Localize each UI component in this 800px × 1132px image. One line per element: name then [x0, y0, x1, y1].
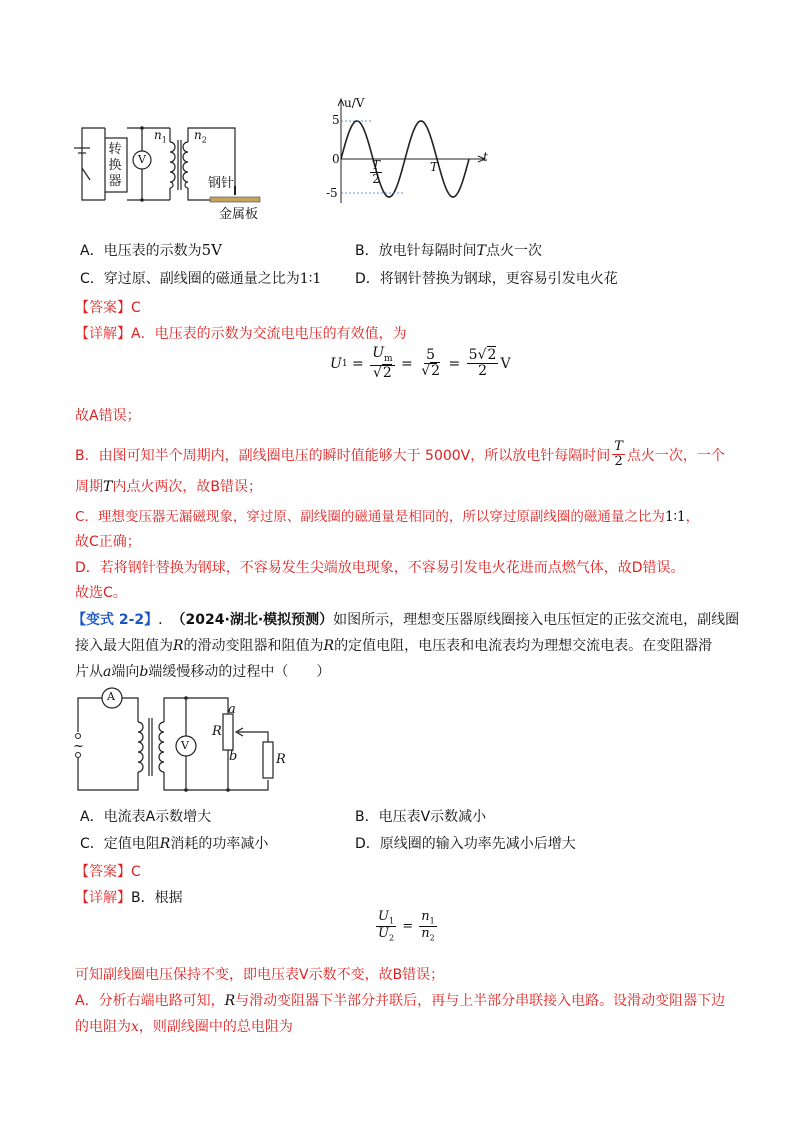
q1-a-wrong: 故A错误； — [75, 408, 141, 424]
q2-stem-line2: 接入最大阻值为R的滑动变阻器和阻值为R的定值电阻，电压表和电流表均为理想交流电表。在变阻器滑 — [75, 638, 713, 654]
x-tick-period: T — [430, 160, 439, 174]
q1-detail-a: 【详解】A．电压表的示数为交流电电压的有效值，为 — [75, 326, 407, 342]
terminal-a-label: a — [228, 702, 236, 717]
x-axis-label: t — [483, 150, 488, 164]
rheostat-label: R — [212, 724, 222, 739]
q2-option-c[interactable]: C．定值电阻R消耗的功率减小 — [80, 836, 269, 852]
y-tick-5: 5 — [332, 113, 340, 127]
q2-detail-b: 【详解】B．根据 — [75, 890, 183, 906]
ac-source-symbol: ~ — [73, 739, 84, 754]
fixed-resistor-label: R — [276, 752, 286, 767]
q1-detail-b-line1: B．由图可知半个周期内，副线圈电压的瞬时值能够大于 5000V，所以放电针每隔时间 T 2 点火一次，一个 — [75, 439, 725, 470]
q2-stem-line1: 【变式 2-2】. （2024·湖北·模拟预测）如图所示，理想变压器原线圈接入电压恒定的正弦交流电，副线圈 — [72, 612, 740, 628]
q1-rms-equation: U 1 = $U_m$ √2 = 5 √2 = 5√2 2 V — [330, 345, 511, 381]
q1-detail-d: D．若将钢针替换为钢球，不容易发生尖端放电现象，不容易引发电火花进而点燃气体，故D错误。 — [75, 560, 685, 576]
x-tick-half-period: T 2 — [372, 158, 381, 187]
q1-option-c[interactable]: C．穿过原、副线圈的磁通量之比为1∶1 — [80, 271, 322, 287]
q1-option-a[interactable]: A．电压表的示数为5V — [80, 241, 222, 259]
y-tick-0: 0 — [332, 152, 340, 166]
q2-detail-a-line1: A．分析右端电路可知，R与滑动变阻器下半部分并联后，再与上半部分串联接入电路。设滑动变阻器下边 — [75, 993, 726, 1009]
q2-stem-line3: 片从a端向b端缓慢移动的过程中（ ） — [75, 664, 331, 680]
ammeter-symbol: A — [107, 690, 115, 703]
q2-option-b[interactable]: B．电压表V示数减小 — [355, 809, 487, 825]
voltage-time-graph — [325, 95, 495, 210]
q1-answer: 【答案】C — [75, 300, 141, 316]
q2-turns-ratio-equation: $U_1$ $U_2$ = $n_1$ $n_2$ — [378, 909, 435, 943]
q1-option-b[interactable]: B．放电针每隔时间T点火一次 — [355, 243, 542, 259]
q2-detail-a-line2: 的电阻为x，则副线圈中的总电阻为 — [75, 1019, 293, 1035]
needle-label: 钢针 — [208, 176, 235, 191]
voltmeter-symbol-2: V — [181, 739, 189, 752]
q2-answer: 【答案】C — [75, 864, 141, 880]
converter-label: 转 换 器 — [108, 142, 122, 189]
q2-option-d[interactable]: D．原线圈的输入功率先减小后增大 — [355, 836, 576, 852]
q1-detail-c-line1: C．理想变压器无漏磁现象，穿过原、副线圈的磁通量是相同的，所以穿过原副线圈的磁通量之比为1∶1， — [75, 509, 700, 525]
terminal-b-label: b — [229, 749, 238, 764]
q1-choose: 故选C。 — [75, 585, 127, 601]
q2-b-conclusion: 可知副线圈电压保持不变，即电压表V示数不变，故B错误； — [75, 967, 445, 983]
y-axis-label: u/V — [344, 96, 365, 110]
n2-label: $n_2$ — [194, 128, 207, 145]
n1-label: $n_1$ — [154, 128, 167, 145]
transformer-rheostat-circuit — [68, 680, 293, 795]
metal-plate-label: 金属板 — [219, 207, 259, 222]
q1-option-d[interactable]: D．将钢针替换为钢球，更容易引发电火花 — [355, 271, 618, 287]
voltmeter-symbol: V — [138, 153, 146, 166]
q1-detail-c-line2: 故C正确； — [75, 534, 141, 550]
q2-option-a[interactable]: A．电流表A示数增大 — [80, 809, 212, 825]
q1-detail-b-line2: 周期T内点火两次，故B错误； — [75, 479, 262, 495]
y-tick-neg5: -5 — [326, 186, 338, 200]
